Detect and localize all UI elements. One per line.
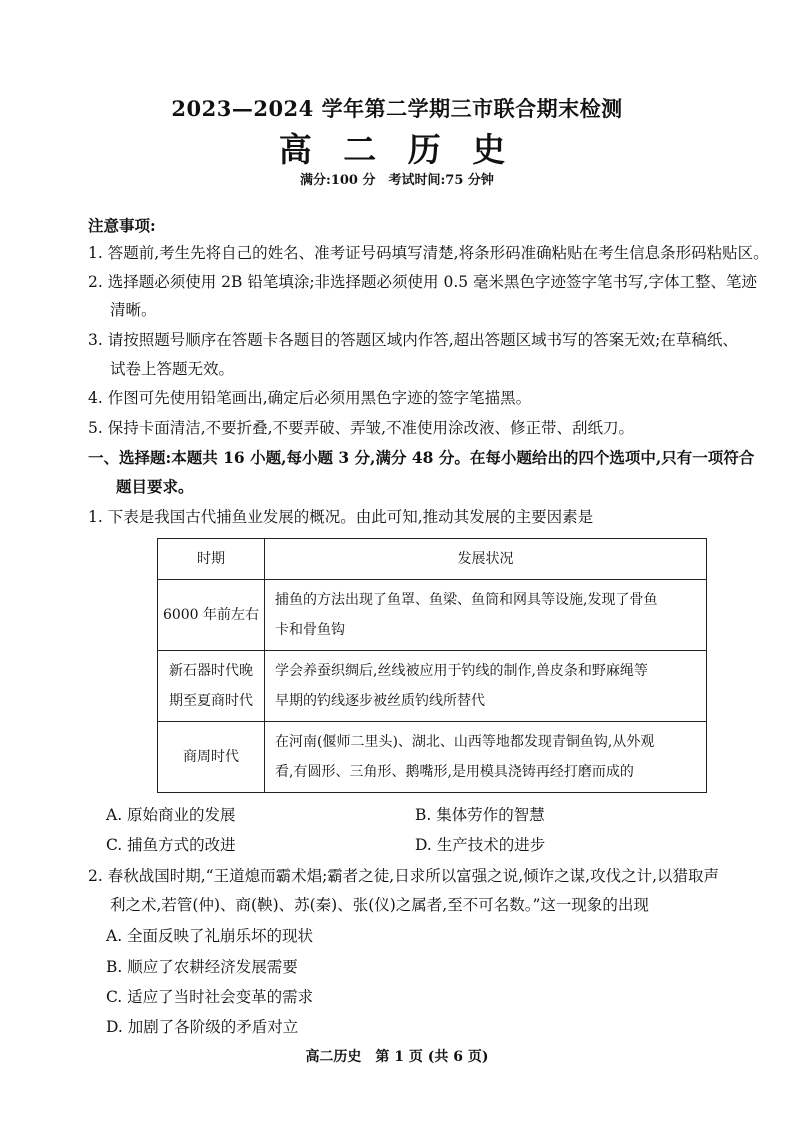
status-cell: 捕鱼的方法出现了鱼罩、鱼梁、鱼筒和网具等设施,发现了骨鱼 卡和骨鱼钩	[265, 580, 707, 651]
fishing-history-table	[157, 538, 707, 793]
q2-option-a: A. 全面反映了礼崩乐坏的现状	[106, 927, 314, 945]
header-status: 发展状况	[265, 539, 707, 580]
question-2-stem: 2. 春秋战国时期,“王道熄而霸术焻;霸者之徒,日求所以富强之说,倾诈之谋,攻伐之计,以猎取声	[88, 867, 719, 885]
note-item: 清晰。	[110, 301, 157, 319]
note-item: 3. 请按照题号顺序在答题卡各题目的答题区域内作答,超出答题区域书写的答案无效;在草稿纸、	[88, 331, 738, 349]
question-2-stem-cont: 利之术,若管(仲)、商(鞅)、苏(秦)、张(仪)之属者,至不可名数。”这一现象的出现	[110, 896, 649, 914]
q1-option-a: A. 原始商业的发展	[106, 806, 236, 824]
status-cell: 学会养蚕织绸后,丝线被应用于钓线的制作,兽皮条和野麻绳等 早期的钓线逐步被丝质钓线所替代	[265, 651, 707, 722]
subject-title: 高 二 历 史	[278, 130, 516, 169]
exam-info: 满分:100 分 考试时间:75 分钟	[300, 173, 494, 188]
note-item: 5. 保持卡面清洁,不要折叠,不要弄破、弄皱,不准使用涂改液、修正带、刮纸刀。	[88, 419, 634, 437]
table-header-row	[158, 539, 707, 580]
q2-option-c: C. 适应了当时社会变革的需求	[106, 988, 314, 1006]
table-row	[158, 580, 707, 651]
section-heading-cont: 题目要求。	[116, 477, 194, 496]
page-footer: 高二历史 第 1 页 (共 6 页)	[305, 1049, 489, 1065]
question-1-stem: 1. 下表是我国古代捕鱼业发展的概况。由此可知,推动其发展的主要因素是	[88, 508, 594, 526]
period-cell: 新石器时代晚 期至夏商时代	[158, 651, 265, 722]
q2-option-b: B. 顺应了农耕经济发展需要	[106, 958, 298, 976]
q1-option-b: B. 集体劳作的智慧	[415, 806, 545, 824]
note-item: 4. 作图可先使用铅笔画出,确定后必须用黑色字迹的签字笔描黑。	[88, 389, 532, 407]
status-cell: 在河南(偃师二里头)、湖北、山西等地都发现青铜鱼钩,从外观 看,有圆形、三角形、鹅嘴形,是用模具浇铸再经打磨而成的	[265, 722, 707, 793]
period-cell: 商周时代	[158, 722, 265, 793]
table-row	[158, 651, 707, 722]
header-period: 时期	[158, 539, 265, 580]
q1-option-d: D. 生产技术的进步	[415, 836, 546, 854]
period-cell: 6000 年前左右	[158, 580, 265, 651]
exam-title: 2023—2024 学年第二学期三市联合期末检测	[171, 96, 623, 121]
section-heading: 一、选择题:本题共 16 小题,每小题 3 分,满分 48 分。在每小题给出的四个选项中,只有一项符合	[88, 448, 755, 467]
notes-heading: 注意事项:	[88, 216, 156, 235]
note-item: 2. 选择题必须使用 2B 铅笔填涂;非选择题必须使用 0.5 毫米黑色字迹签字笔书写,字体工整、笔迹	[88, 273, 757, 291]
note-item: 1. 答题前,考生先将自己的姓名、准考证号码填写清楚,将条形码准确粘贴在考生信息条形码粘贴区。	[88, 244, 769, 262]
note-item: 试卷上答题无效。	[110, 360, 235, 378]
table-row	[158, 722, 707, 793]
q1-option-c: C. 捕鱼方式的改进	[106, 836, 236, 854]
q2-option-d: D. 加剧了各阶级的矛盾对立	[106, 1018, 299, 1036]
